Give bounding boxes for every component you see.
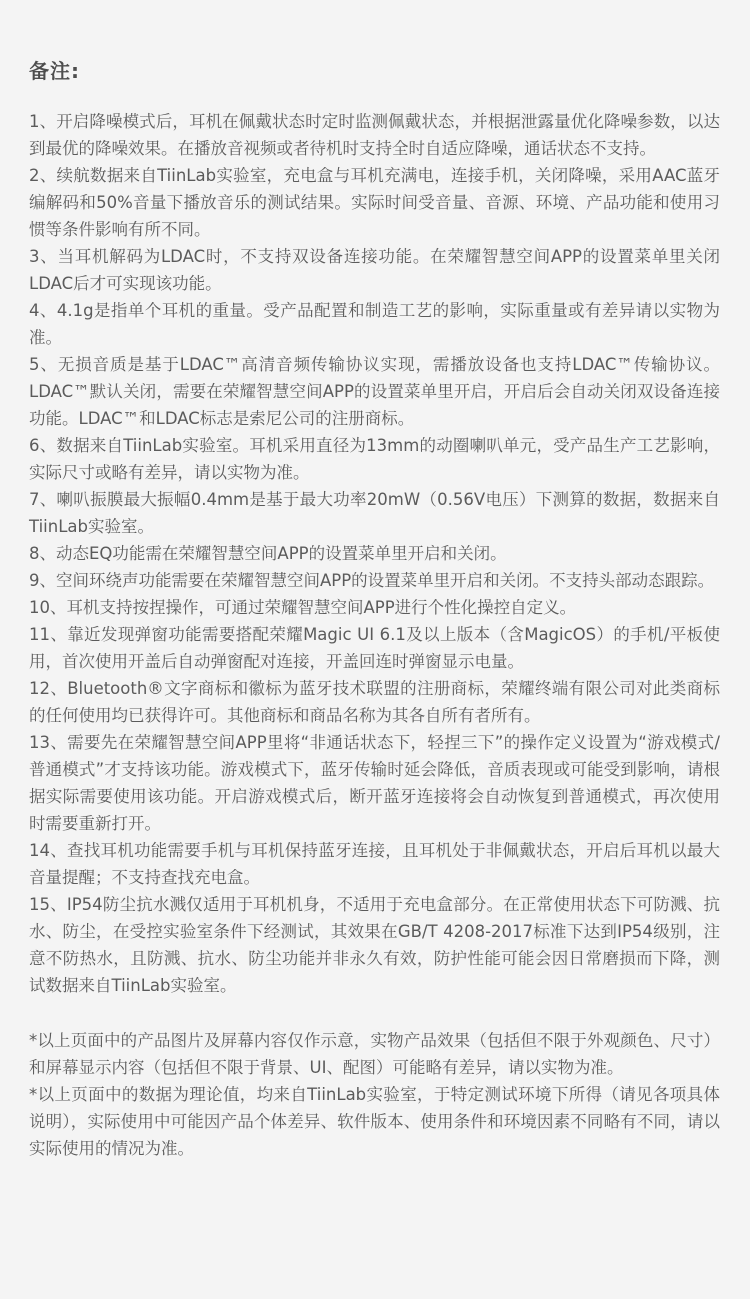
page-title: 备注: xyxy=(29,59,80,83)
note-item: 5、无损音质是基于LDAC™高清音频传输协议实现，需播放设备也支持LDAC™传输协议。LDAC™默认关闭，需要在荣耀智慧空间APP的设置菜单里开启，开启后会自动关闭双设备连接功能。LDAC™和LDAC标志是索尼公司的注册商标。 xyxy=(29,355,720,428)
note-item: 6、数据来自TiinLab实验室。耳机采用直径为13mm的动圈喇叭单元，受产品生产工艺影响，实际尺寸或略有差异，请以实物为准。 xyxy=(29,436,720,482)
note-item: 3、当耳机解码为LDAC时，不支持双设备连接功能。在荣耀智慧空间APP的设置菜单里关闭LDAC后才可实现该功能。 xyxy=(29,247,720,293)
note-item: 14、查找耳机功能需要手机与耳机保持蓝牙连接，且耳机处于非佩戴状态，开启后耳机以最大音量提醒；不支持查找充电盒。 xyxy=(29,841,720,887)
note-item: 8、动态EQ功能需在荣耀智慧空间APP的设置菜单里开启和关闭。 xyxy=(29,544,507,563)
note-item: 13、需要先在荣耀智慧空间APP里将“非通话状态下，轻捏三下”的操作定义设置为“游戏模式/普通模式”才支持该功能。游戏模式下，蓝牙传输时延会降低，音质表现或可能受到影响，请根据实际需要使用该功能。开启游戏模式后，断开蓝牙连接将会自动恢复到普通模式，再次使用时需要重新打开。 xyxy=(29,733,720,833)
note-item: 1、开启降噪模式后，耳机在佩戴状态时定时监测佩戴状态，并根据泄露量优化降噪参数，以达到最优的降噪效果。在播放音视频或者待机时支持全时自适应降噪，通话状态不支持。 xyxy=(29,112,720,158)
disclaimer-text: *以上页面中的产品图片及屏幕内容仅作示意，实物产品效果（包括但不限于外观颜色、尺寸）和屏幕显示内容（包括但不限于背景、UI、配图）可能略有差异，请以实物为准。 xyxy=(29,1031,720,1077)
note-item: 7、喇叭振膜最大振幅0.4mm是基于最大功率20mW（0.56V电压）下测算的数据，数据来自TiinLab实验室。 xyxy=(29,490,720,536)
note-item: 15、IP54防尘抗水溅仅适用于耳机机身，不适用于充电盒部分。在正常使用状态下可防溅、抗水、防尘，在受控实验室条件下经测试，其效果在GB/T 4208-2017标准下达到IP54级别，注意不防热水，且防溅、抗水、防尘功能并非永久有效，防护性能可能会因日常磨损而下降，测试数据来自TiinLab实验室。 xyxy=(29,895,720,995)
notes-list xyxy=(29,108,720,999)
note-item: 2、续航数据来自TiinLab实验室，充电盒与耳机充满电，连接手机，关闭降噪，采用AAC蓝牙编解码和50%音量下播放音乐的测试结果。实际时间受音量、音源、环境、产品功能和使用习惯等条件影响有所不同。 xyxy=(29,166,720,239)
disclaimer-text: *以上页面中的数据为理论值，均来自TiinLab实验室，于特定测试环境下所得（请见各项具体说明），实际使用中可能因产品个体差异、软件版本、使用条件和环境因素不同略有不同，请以实际使用的情况为准。 xyxy=(29,1085,720,1158)
disclaimer-section xyxy=(29,1027,720,1162)
note-item: 12、Bluetooth®文字商标和徽标为蓝牙技术联盟的注册商标，荣耀终端有限公司对此类商标的任何使用均已获得许可。其他商标和商品名称为其各自所有者所有。 xyxy=(29,679,720,725)
note-item: 11、靠近发现弹窗功能需要搭配荣耀Magic UI 6.1及以上版本（含MagicOS）的手机/平板使用，首次使用开盖后自动弹窗配对连接，开盖回连时弹窗显示电量。 xyxy=(29,625,720,671)
note-item: 10、耳机支持按捏操作，可通过荣耀智慧空间APP进行个性化操控自定义。 xyxy=(29,598,577,617)
note-item: 9、空间环绕声功能需要在荣耀智慧空间APP的设置菜单里开启和关闭。不支持头部动态跟踪。 xyxy=(29,571,715,590)
note-item: 4、4.1g是指单个耳机的重量。受产品配置和制造工艺的影响，实际重量或有差异请以实物为准。 xyxy=(29,301,720,347)
